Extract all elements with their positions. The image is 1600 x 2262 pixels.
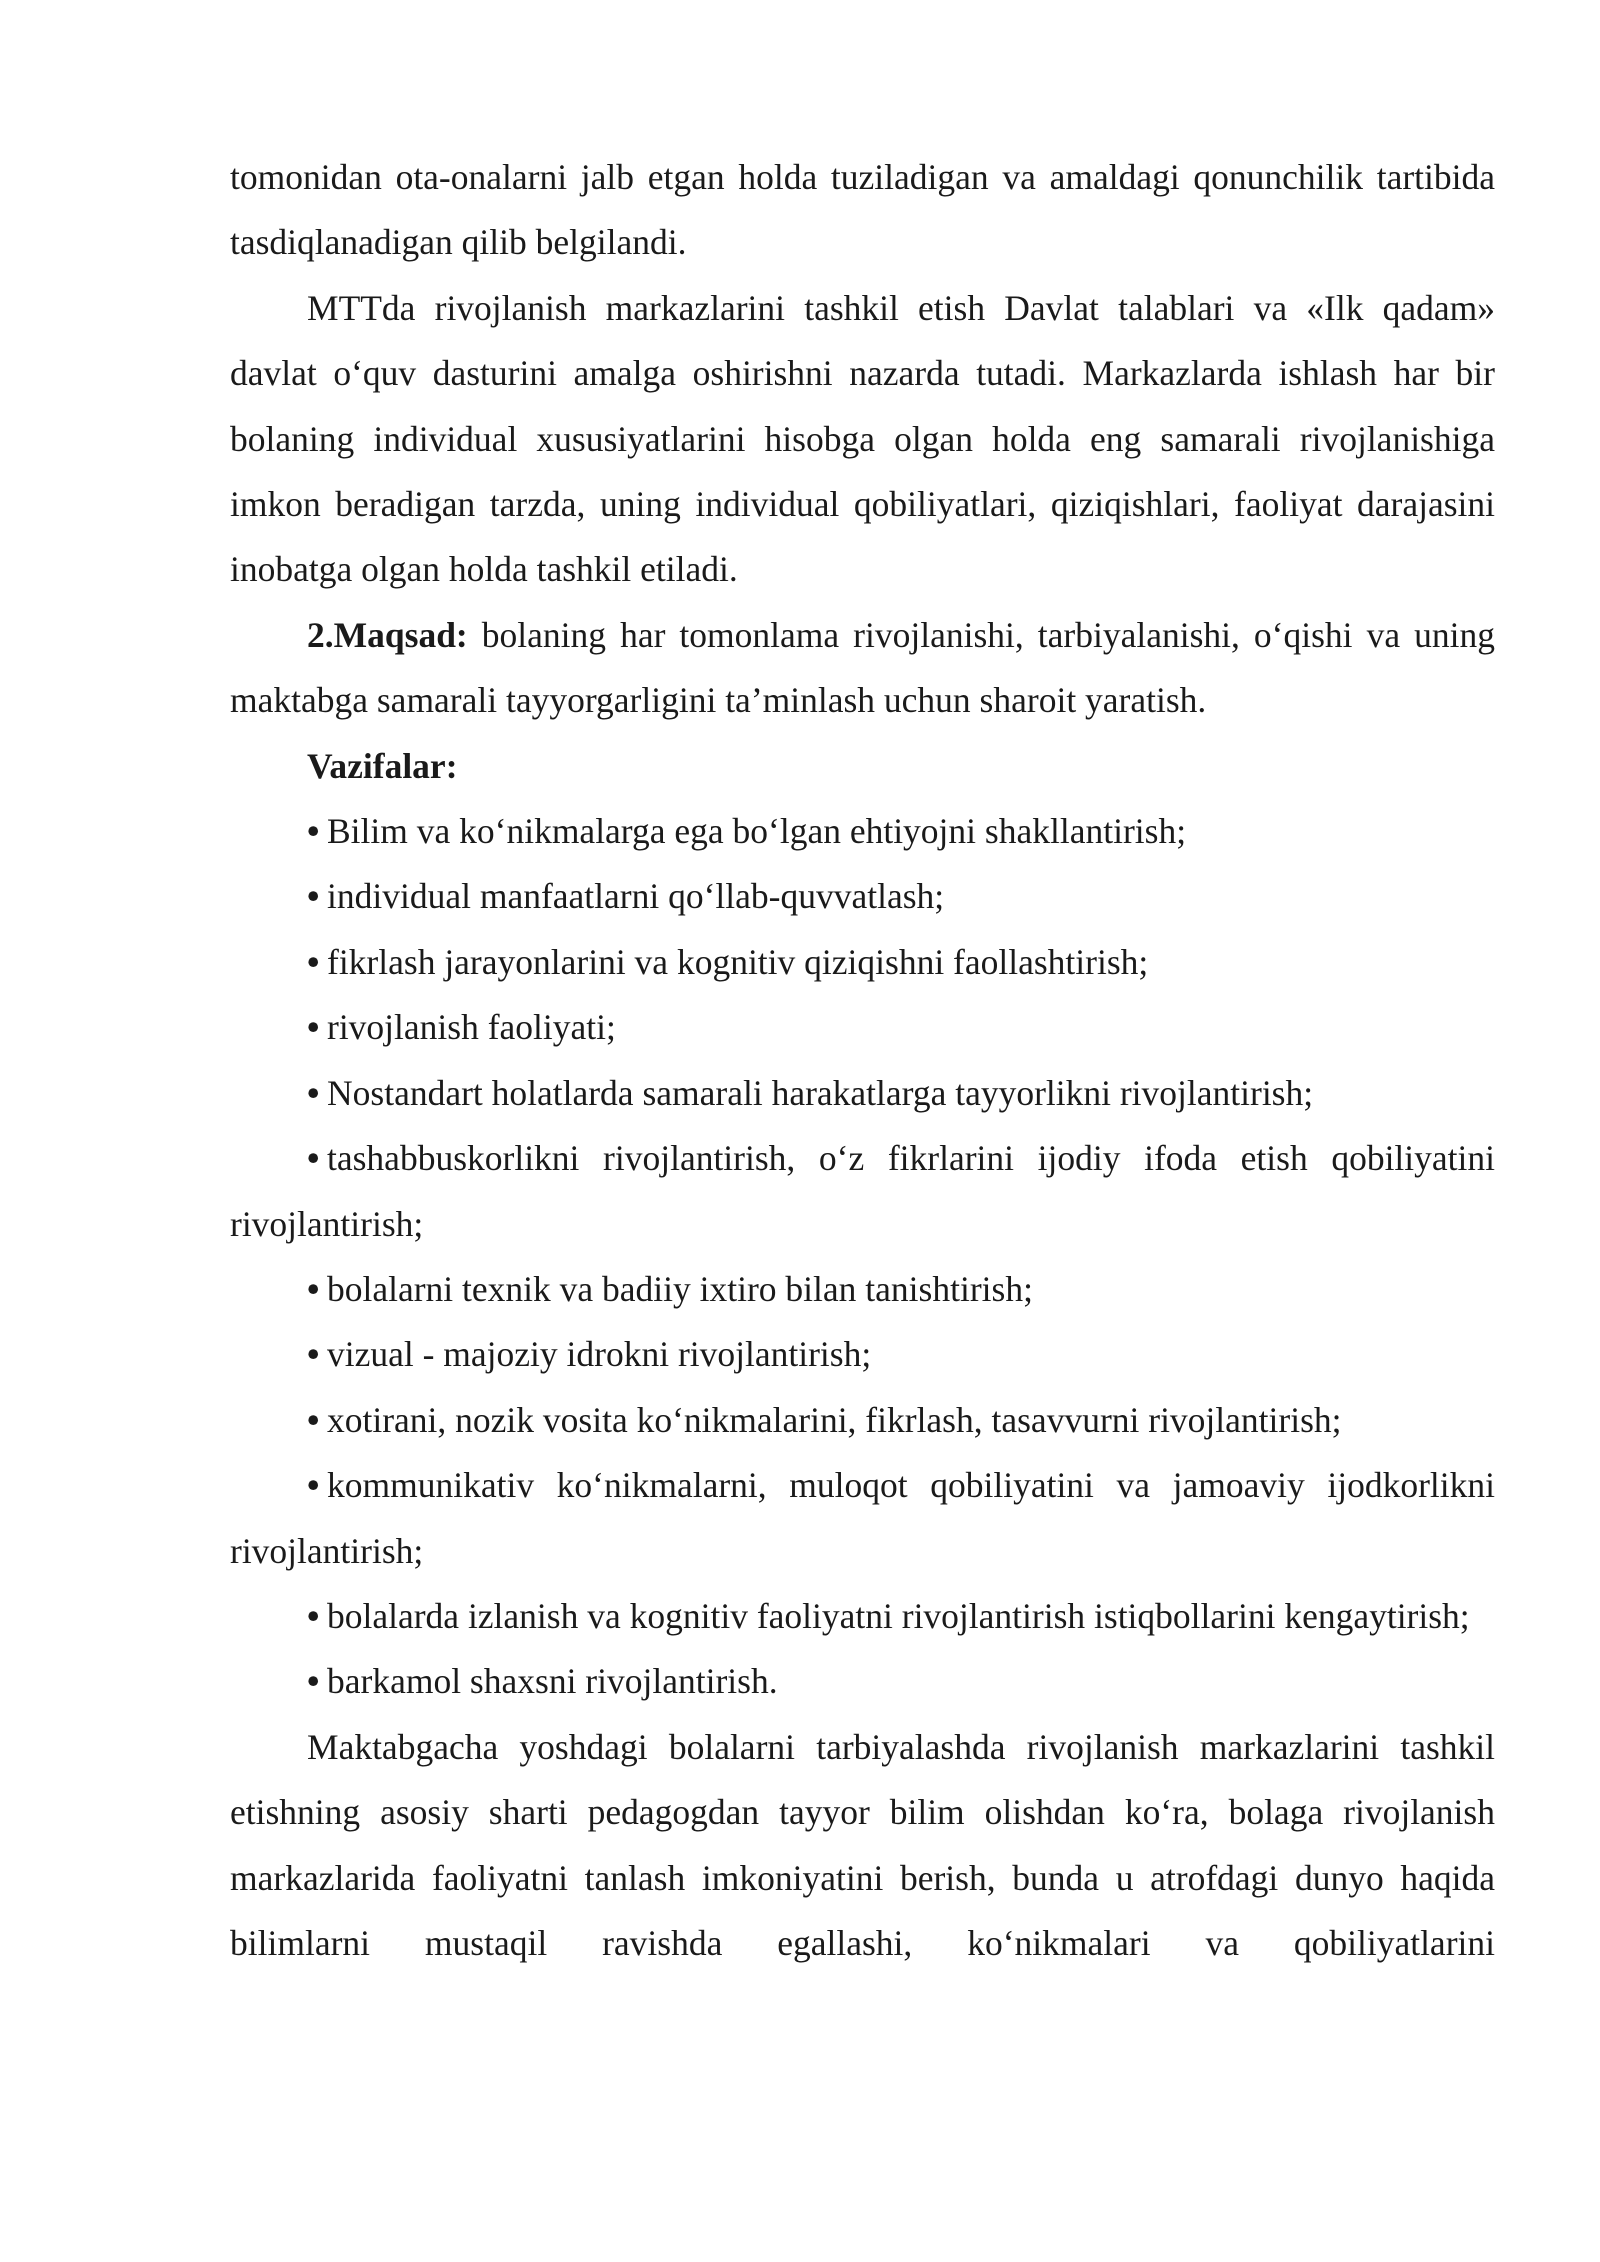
list-item	[230, 1584, 1495, 1649]
bullet-icon: •	[307, 1661, 320, 1702]
list-item-text: rivojlanish faoliyati;	[327, 1007, 616, 1048]
list-item-text: bolalarni texnik va badiiy ixtiro bilan tanishtirish;	[327, 1268, 1033, 1309]
paragraph-centers: MTTda rivojlanish markazlarini tashkil etish Davlat talablari va «Ilk qadam» davlat o‘quv dasturini amalga oshirishni nazarda tutadi. Markazlarda ishlash har bir bolaning individual xususiyatlarini hisobga olgan holda eng samarali rivojlanishiga imkon beradigan tarzda, uning individual qobiliyatlari, qiziqishlari, faoliyat darajasini inobatga olgan holda tashkil etiladi.	[230, 287, 1495, 590]
list-item	[230, 1649, 1495, 1714]
list-item	[230, 1257, 1495, 1322]
bullet-icon: •	[307, 1007, 320, 1048]
list-item	[230, 864, 1495, 929]
list-item	[230, 930, 1495, 995]
paragraph-intro: tomonidan ota-onalarni jalb etgan holda tuziladigan va amaldagi qonunchilik tartibida tasdiqlanadigan qilib belgilandi.	[230, 157, 1495, 263]
list-item-text: fikrlash jarayonlarini va kognitiv qiziqishni faollashtirish;	[327, 941, 1149, 982]
list-item-text: xotirani, nozik vosita ko‘nikmalarini, fikrlash, tasavvurni rivojlantirish;	[327, 1399, 1342, 1440]
goal-text: bolaning har tomonlama rivojlanishi, tarbiyalanishi, o‘qishi va uning maktabga samarali tayyorgarligini ta’minlash uchun sharoit yaratish.	[230, 614, 1495, 721]
list-item	[230, 995, 1495, 1060]
paragraph-goal	[230, 603, 1495, 734]
list-item	[230, 1322, 1495, 1387]
list-item	[230, 1061, 1495, 1126]
tasks-heading: Vazifalar:	[307, 745, 458, 786]
goal-label: 2.Maqsad:	[307, 614, 468, 655]
document-body	[230, 145, 1495, 1976]
paragraph-conclusion: Maktabgacha yoshdagi bolalarni tarbiyalashda rivojlanish markazlarini tashkil etishning asosiy sharti pedagogdan tayyor bilim olishdan ko‘ra, bolaga rivojlanish markazlarida faoliyatni tanlash imkoniyatini berish, bunda u atrofdagi dunyo haqida bilimlarni mustaqil ravishda egallashi, ko‘nikmalari va qobiliyatlarini	[230, 1726, 1495, 1963]
list-item	[230, 799, 1495, 864]
bullet-icon: •	[307, 1268, 320, 1309]
bullet-icon: •	[307, 1399, 320, 1440]
list-item	[230, 1126, 1495, 1257]
list-item-text: Nostandart holatlarda samarali harakatlarga tayyorlikni rivojlantirish;	[327, 1072, 1314, 1113]
bullet-icon: •	[307, 1072, 320, 1113]
bullet-icon: •	[307, 1334, 320, 1375]
list-item-text: vizual - majoziy idrokni rivojlantirish;	[327, 1334, 872, 1375]
list-item-text: tashabbuskorlikni rivojlantirish, o‘z fikrlarini ijodiy ifoda etish qobiliyatini rivojlantirish;	[230, 1138, 1495, 1244]
bullet-icon: •	[307, 811, 320, 852]
bullet-icon: •	[307, 1138, 320, 1179]
list-item	[230, 1388, 1495, 1453]
list-item-text: kommunikativ ko‘nikmalarni, muloqot qobiliyatini va jamoaviy ijodkorlikni rivojlantirish;	[230, 1465, 1495, 1571]
bullet-icon: •	[307, 1595, 320, 1636]
list-item-text: bolalarda izlanish va kognitiv faoliyatni rivojlantirish istiqbollarini kengaytirish;	[327, 1595, 1470, 1636]
list-item-text: barkamol shaxsni rivojlantirish.	[327, 1661, 778, 1702]
bullet-icon: •	[307, 941, 320, 982]
bullet-icon: •	[307, 1465, 320, 1506]
list-item-text: individual manfaatlarni qo‘llab-quvvatlash;	[327, 876, 945, 917]
list-item-text: Bilim va ko‘nikmalarga ega bo‘lgan ehtiyojni shakllantirish;	[327, 811, 1187, 852]
list-item	[230, 1453, 1495, 1584]
tasks-list	[230, 799, 1495, 1715]
bullet-icon: •	[307, 876, 320, 917]
